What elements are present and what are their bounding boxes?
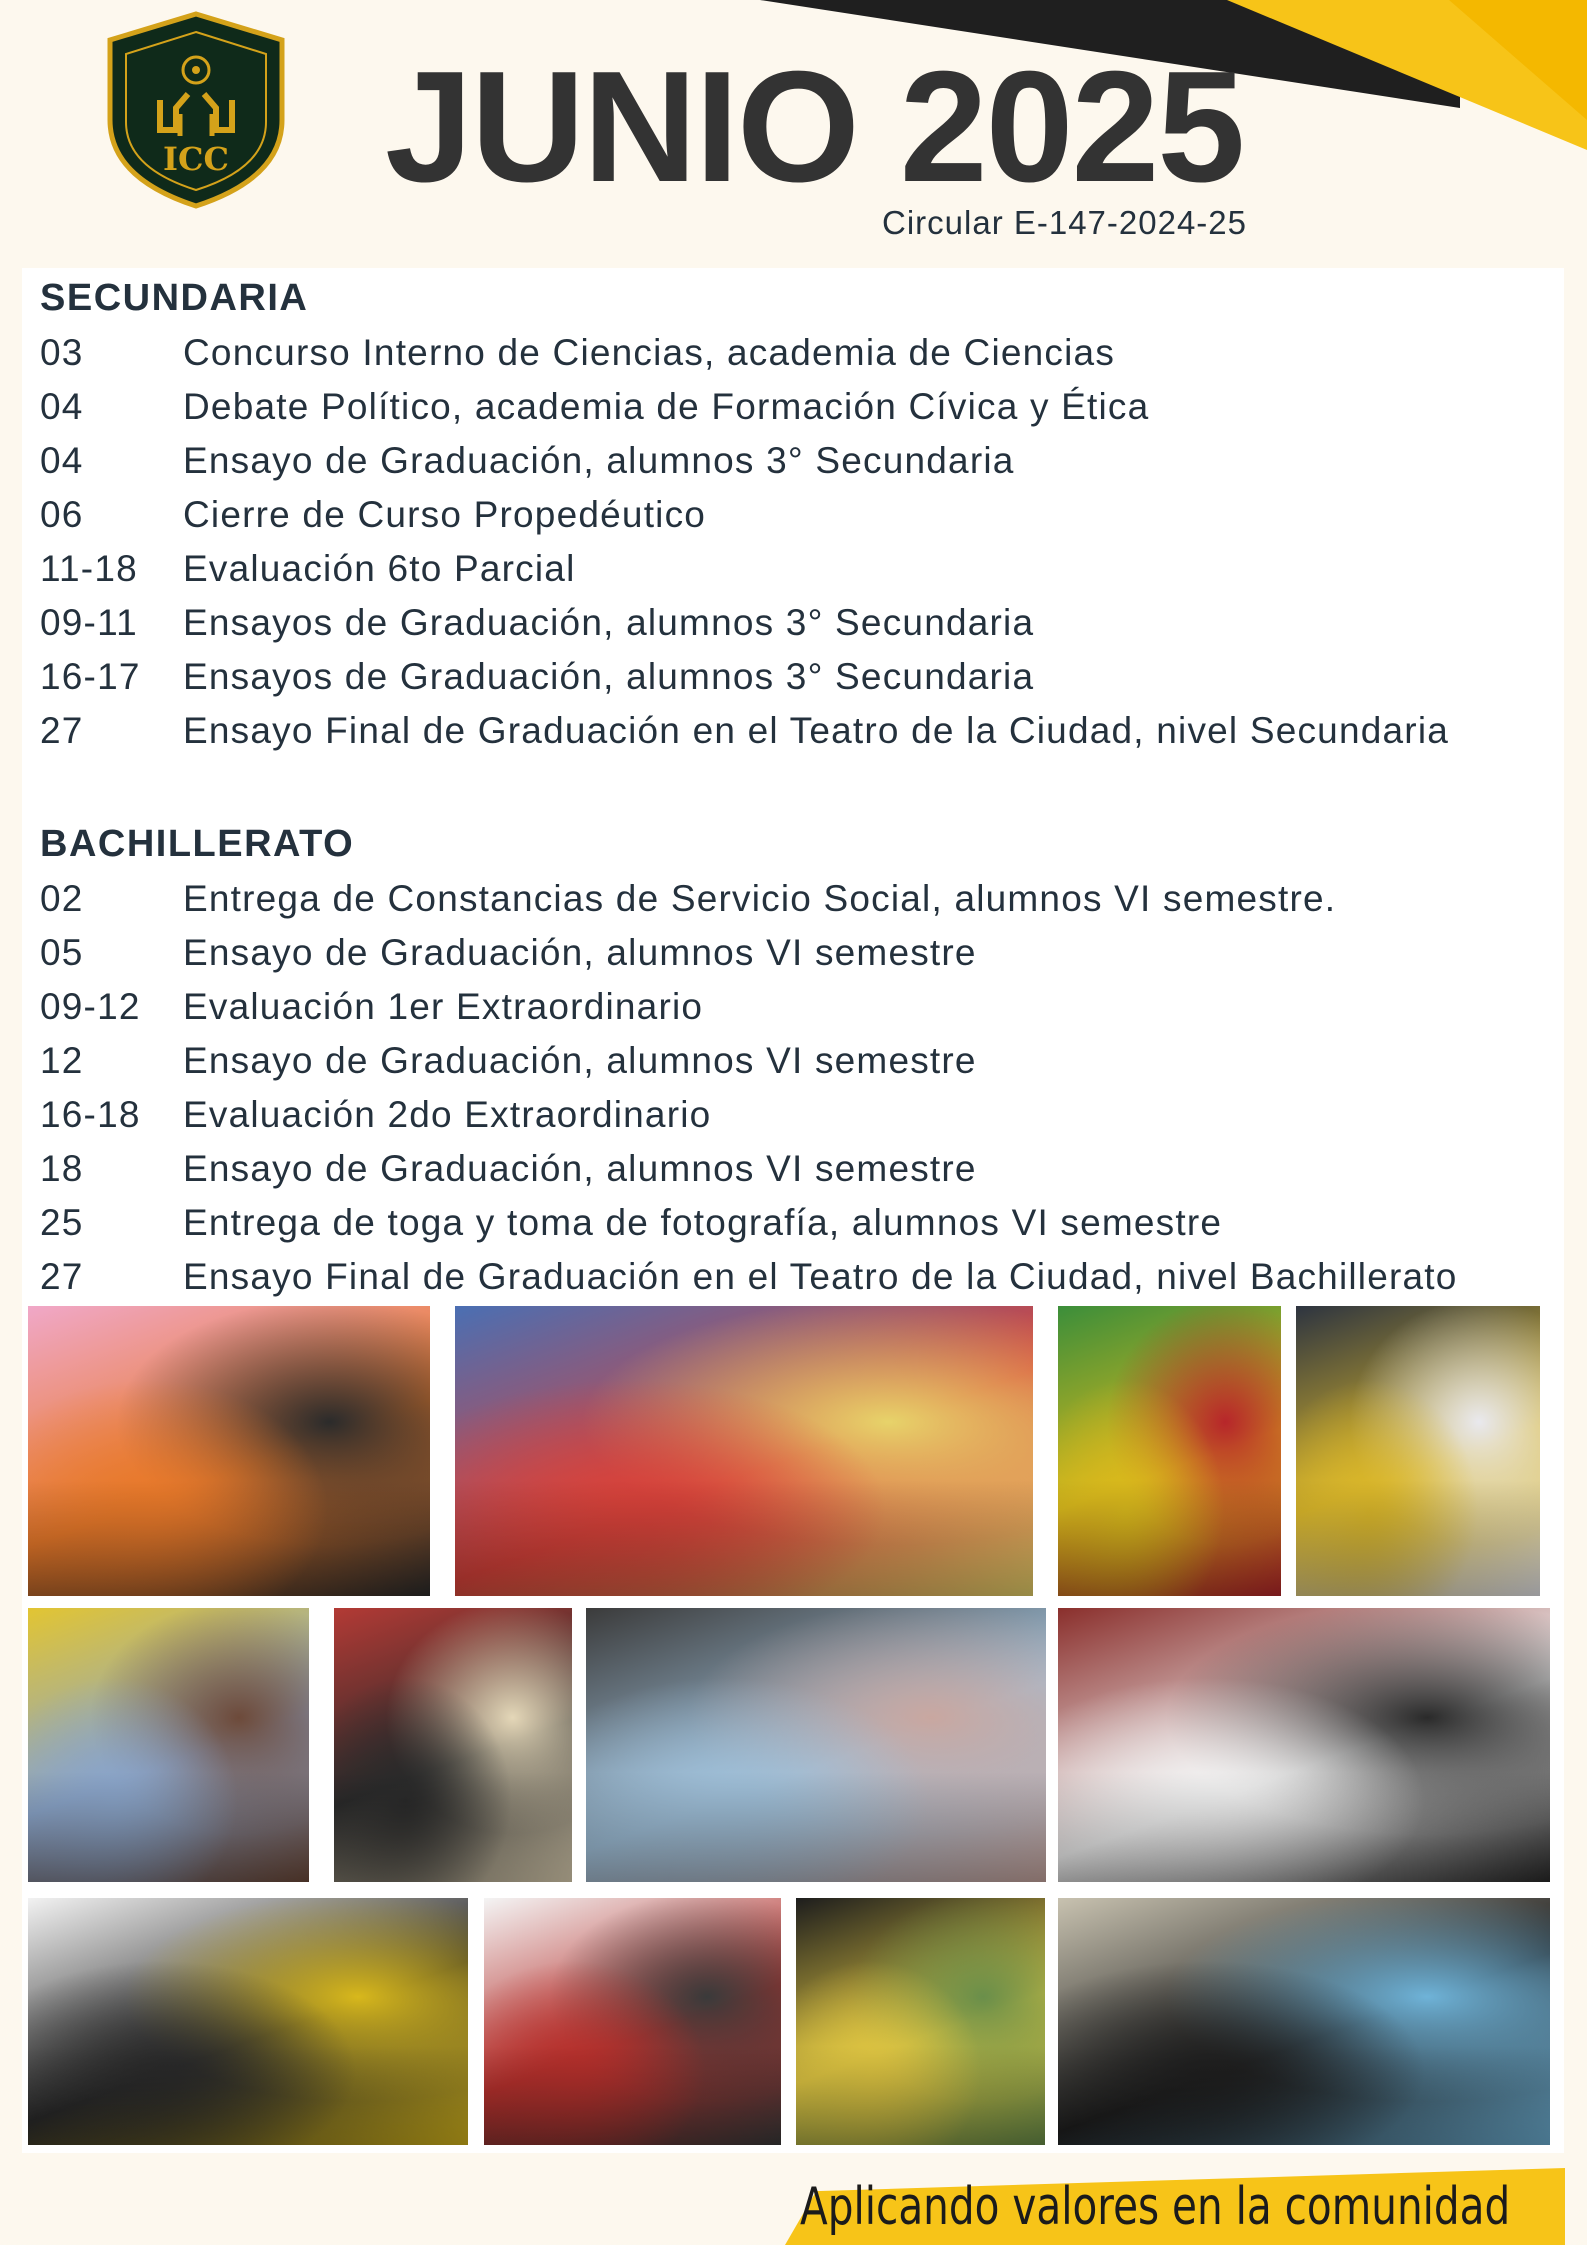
event-description: Concurso Interno de Ciencias, academia de Ciencias (183, 332, 1116, 373)
event-row (40, 488, 1560, 542)
slogan: Aplicando valores en la comunidad (800, 2177, 1511, 2237)
event-description: Ensayo de Graduación, alumnos 3° Secundaria (183, 440, 1015, 481)
event-row (40, 434, 1560, 488)
event-date: 06 (40, 494, 84, 535)
event-row (40, 1142, 1560, 1196)
event-description: Evaluación 1er Extraordinario (183, 986, 704, 1027)
event-description: Ensayo de Graduación, alumnos VI semestre (183, 932, 977, 973)
event-description: Evaluación 6to Parcial (183, 548, 576, 589)
event-date: 09-12 (40, 986, 141, 1027)
event-description: Ensayos de Graduación, alumnos 3° Secundaria (183, 602, 1035, 643)
event-row (40, 650, 1560, 704)
circular-number: Circular E-147-2024-25 (882, 204, 1248, 241)
event-description: Ensayo Final de Graduación en el Teatro de la Ciudad, nivel Secundaria (183, 710, 1450, 751)
photo-butterfly-mural (28, 1306, 430, 1596)
event-date: 25 (40, 1202, 84, 1243)
event-row (40, 542, 1560, 596)
event-description: Evaluación 2do Extraordinario (183, 1094, 712, 1135)
event-description: Entrega de toga y toma de fotografía, alumnos VI semestre (183, 1202, 1223, 1243)
photo-harry-potter (334, 1608, 572, 1882)
event-date: 05 (40, 932, 84, 973)
event-row (40, 980, 1560, 1034)
photo-lab-dissection (484, 1898, 781, 2145)
photo-minion-costumes (28, 1608, 309, 1882)
event-description: Ensayo de Graduación, alumnos VI semestre (183, 1040, 977, 1081)
event-row (40, 1196, 1560, 1250)
event-description: Ensayo de Graduación, alumnos VI semestre (183, 1148, 977, 1189)
event-description: Ensayos de Graduación, alumnos 3° Secundaria (183, 656, 1035, 697)
event-row (40, 326, 1560, 380)
event-row (40, 872, 1560, 926)
photo-student-day-frame (586, 1608, 1046, 1882)
event-date: 27 (40, 1256, 84, 1297)
event-date: 18 (40, 1148, 84, 1189)
photo-agreement-signing (1296, 1306, 1540, 1596)
event-date: 02 (40, 878, 84, 919)
page-title: JUNIO 2025 (385, 39, 1244, 215)
section-heading-bachillerato: BACHILLERATO (40, 823, 355, 865)
event-row (40, 1088, 1560, 1142)
section-heading-secundaria: SECUNDARIA (40, 277, 309, 319)
event-date: 09-11 (40, 602, 138, 643)
events-list (40, 270, 1560, 1304)
event-date: 12 (40, 1040, 84, 1081)
bachillerato-event-list (40, 872, 1560, 1304)
event-date: 04 (40, 386, 84, 427)
event-row (40, 704, 1560, 758)
event-row (40, 926, 1560, 980)
event-date: 27 (40, 710, 84, 751)
event-date: 11-18 (40, 548, 138, 589)
event-date: 16-18 (40, 1094, 141, 1135)
photo-costume-group (455, 1306, 1033, 1596)
svg-text:ICC: ICC (163, 140, 229, 178)
photo-icc-talks (28, 1898, 468, 2145)
event-row (40, 380, 1560, 434)
event-date: 03 (40, 332, 84, 373)
photo-flags (1058, 1306, 1281, 1596)
secundaria-event-list (40, 326, 1560, 758)
event-date: 04 (40, 440, 84, 481)
school-logo (96, 10, 296, 210)
event-description: Ensayo Final de Graduación en el Teatro de la Ciudad, nivel Bachillerato (183, 1256, 1458, 1297)
photo-mural-group (1058, 1608, 1550, 1882)
event-description: Entrega de Constancias de Servicio Social, alumnos VI semestre. (183, 878, 1337, 919)
event-description: Debate Político, academia de Formación Cívica y Ética (183, 386, 1150, 427)
event-row (40, 1034, 1560, 1088)
event-date: 16-17 (40, 656, 141, 697)
photo-chess (796, 1898, 1045, 2145)
photo-science-fair (1058, 1898, 1550, 2145)
event-row (40, 1250, 1560, 1304)
event-description: Cierre de Curso Propedéutico (183, 494, 707, 535)
event-row (40, 596, 1560, 650)
